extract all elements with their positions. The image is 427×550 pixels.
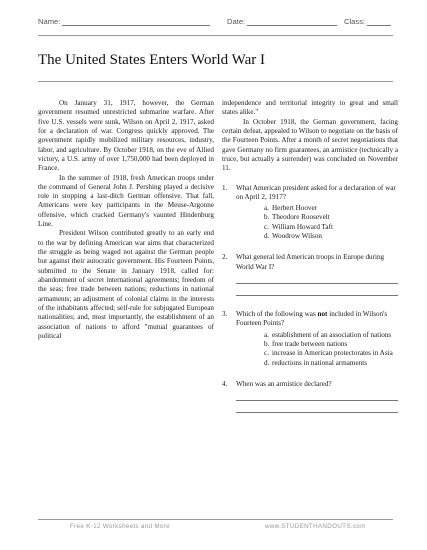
- option-text: William Howard Taft: [272, 222, 333, 231]
- answer-line[interactable]: [236, 272, 398, 284]
- question-text: [236, 310, 398, 329]
- footer-left-text: Free K-12 Worksheets and More: [70, 523, 170, 530]
- option-text: free trade between nations: [272, 339, 348, 348]
- worksheet-header: [38, 17, 393, 29]
- footer-site-link[interactable]: www.STUDENTHANDOUTS.com: [265, 523, 366, 530]
- paragraph-1: On January 31, 1917, however, the German government resumed unrestricted submarine warfare. After five U.S. vessels were sunk, Wilson on April 2, 1917, asked for a declaration of war. Congress quickly approved. The government rapidly mobilized military resources, industry, labor, and agriculture. By October 1918, on the eve of Allied victory, a U.S. army of over 1,750,000 had been deployed in France.: [38, 99, 214, 173]
- question-text: When was an armistice declared?: [236, 379, 332, 388]
- option-d[interactable]: [236, 232, 398, 241]
- option-b[interactable]: [236, 213, 398, 222]
- title-divider: [38, 81, 393, 82]
- footer-divider: [38, 519, 393, 520]
- name-field[interactable]: [38, 17, 210, 26]
- date-field[interactable]: [227, 17, 337, 26]
- option-letter: a.: [264, 330, 269, 339]
- option-d[interactable]: [236, 359, 398, 368]
- header-divider: [38, 35, 393, 36]
- option-c[interactable]: [236, 223, 398, 232]
- option-letter: d.: [264, 358, 270, 367]
- question-text: What American president asked for a declaration of war on April 2, 1917?: [236, 183, 396, 201]
- option-letter: b.: [264, 339, 270, 348]
- option-letter: d.: [264, 232, 270, 241]
- date-line[interactable]: [247, 18, 337, 26]
- question-number: 1.: [222, 183, 228, 192]
- paragraph-4: In October 1918, the German government, facing certain defeat, appealed to Wilson to negotiate on the basis of the Fourteen Points. After a month of secret negotiations that gave Germany no firm guarantees, an armistice (technically a truce, but actually a surrender) was concluded on November 11.: [222, 117, 398, 173]
- question-4: [222, 380, 398, 389]
- question-3: [222, 310, 398, 368]
- option-a[interactable]: [236, 331, 398, 340]
- option-letter: c.: [264, 349, 269, 358]
- class-field[interactable]: [344, 17, 391, 26]
- answer-line[interactable]: [236, 389, 398, 401]
- paragraph-3: President Wilson contributed greatly to an early end to the war by defining American war aims that characterized the struggle as being waged not against the German people but against their autocratic government. His Fourteen Points, submitted to the Senate in January 1918, called for: abandonment of secret international agreements; freedom of the seas; free trade between nations; reductions in national armaments; an adjustment of colonial claims in the interests of the inhabitants affected; self-rule for subjugated European nationalities; and, most importantly, the establishment of an association of nations to afford "mutual guarantees of political: [38, 229, 214, 340]
- option-b[interactable]: [236, 340, 398, 349]
- answer-options: [236, 331, 398, 368]
- paragraph-3-continued: independence and territorial integrity to great and small states alike.": [222, 99, 398, 117]
- option-letter: c.: [264, 222, 269, 231]
- answer-options: [236, 204, 398, 241]
- option-text: reductions in national armaments: [272, 358, 367, 367]
- left-column: [38, 99, 214, 341]
- option-text: Theodore Roosevelt: [272, 213, 330, 222]
- option-letter: a.: [264, 204, 269, 213]
- page-title: The United States Enters World War I: [38, 52, 265, 68]
- option-text: increase in American protectorates in Asia: [272, 349, 393, 358]
- name-label: Name:: [38, 17, 61, 26]
- question-number: 3.: [222, 310, 228, 318]
- class-line[interactable]: [367, 18, 391, 26]
- question-1: [222, 184, 398, 242]
- question-number: 2.: [222, 253, 228, 262]
- question-number: 4.: [222, 379, 228, 388]
- class-label: Class:: [344, 17, 366, 26]
- question-text-part: included in Wilson's Fourteen Points?: [236, 310, 388, 328]
- option-text: Herbert Hoover: [272, 204, 318, 213]
- question-text-part: Which of the following was: [236, 310, 318, 318]
- paragraph-2: In the summer of 1918, fresh American troops under the command of General John J. Pershing played a decisive role in stopping a last-ditch German offensive. That fall, Americans were key participants in the Meuse-Argonne offensive, which cracked Germany's vaunted Hindenburg Line.: [38, 173, 214, 229]
- option-letter: b.: [264, 213, 270, 222]
- date-label: Date:: [227, 17, 246, 26]
- question-text: What general led American troops in Europe during World War I?: [236, 253, 385, 271]
- option-a[interactable]: [236, 204, 398, 213]
- answer-line[interactable]: [236, 284, 398, 296]
- option-c[interactable]: [236, 349, 398, 358]
- name-line[interactable]: [62, 18, 210, 26]
- option-text: Woodrow Wilson: [272, 232, 322, 241]
- answer-line[interactable]: [236, 401, 398, 413]
- right-column: [222, 99, 398, 413]
- question-2: [222, 253, 398, 272]
- option-text: establishment of an association of nations: [272, 330, 392, 339]
- emphasis-not: not: [317, 310, 328, 318]
